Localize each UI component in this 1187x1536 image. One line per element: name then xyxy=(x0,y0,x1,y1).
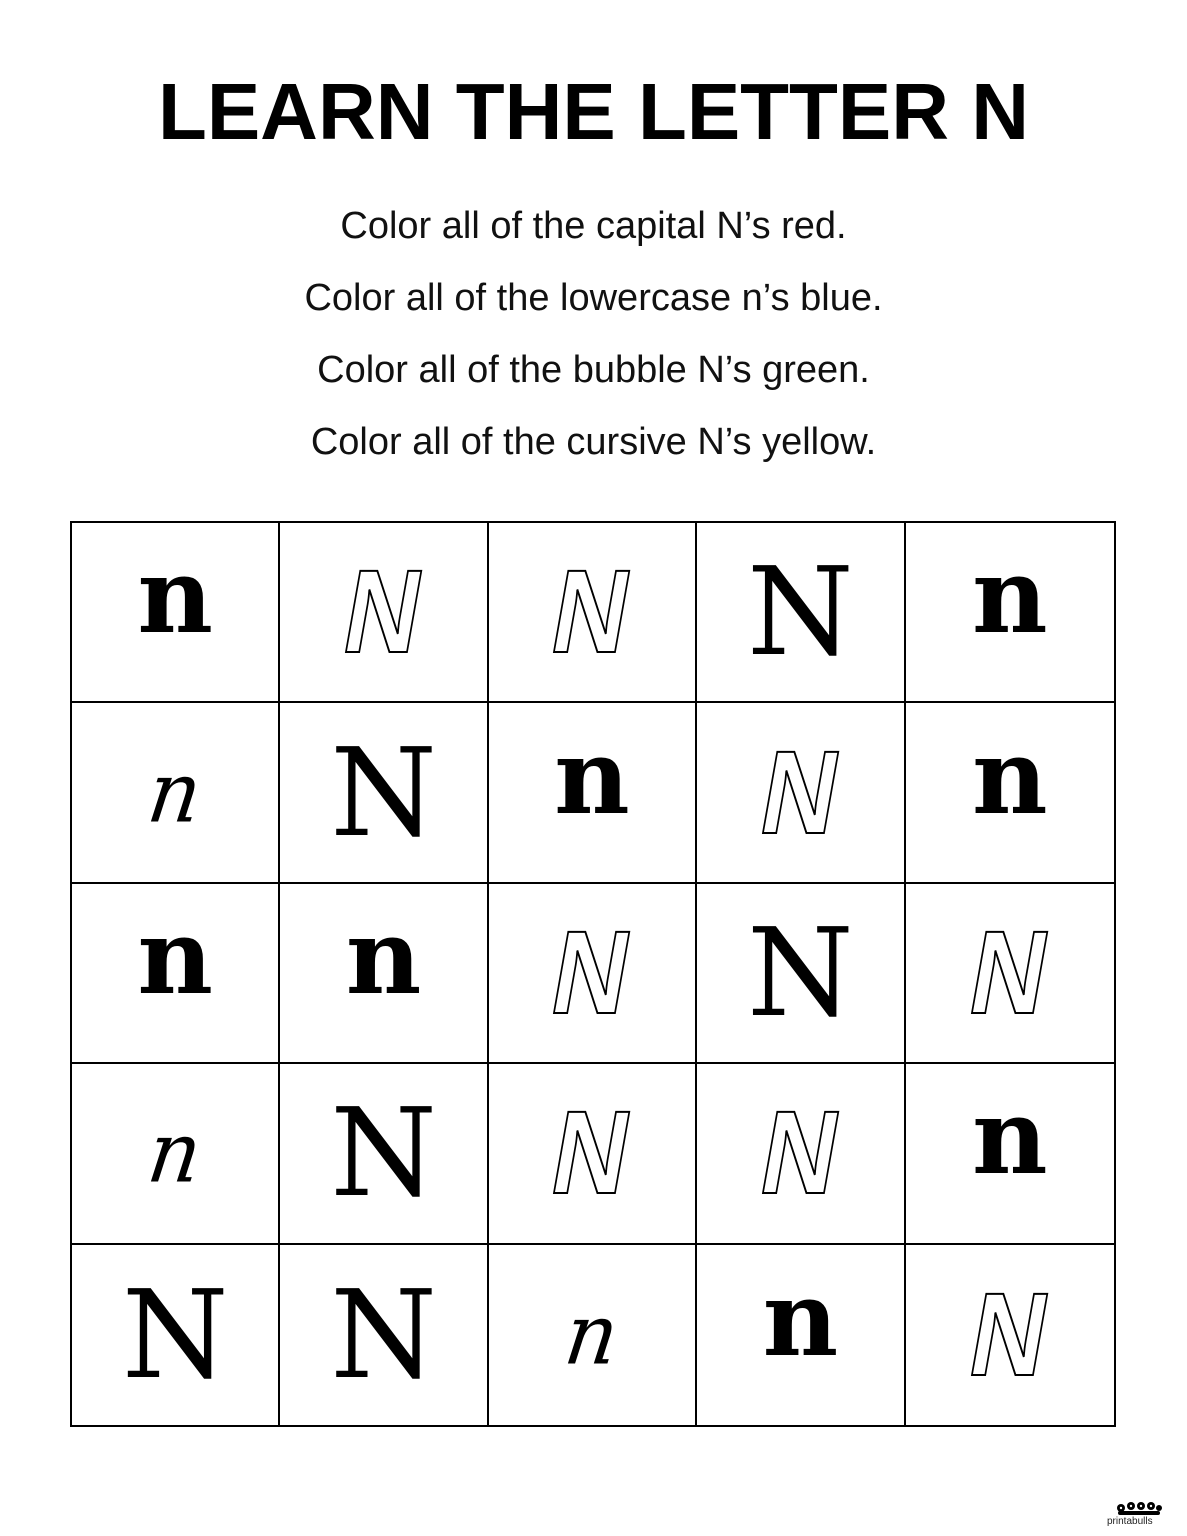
bubble-letter: N xyxy=(542,1087,642,1220)
lower-letter: n xyxy=(762,1256,839,1380)
grid-cell[interactable] xyxy=(906,523,1114,703)
lower-letter: n xyxy=(971,1075,1048,1199)
grid-cell[interactable] xyxy=(697,884,905,1064)
printabulls-logo-text: printabulls xyxy=(1107,1516,1153,1527)
upper-letter: N xyxy=(330,721,437,864)
instruction-bubble: Color all of the bubble N’s green. xyxy=(317,349,870,391)
grid-cell[interactable] xyxy=(280,884,488,1064)
letter-grid xyxy=(70,521,1116,1427)
bubble-letter: N xyxy=(960,1268,1059,1401)
bubble-letter: N xyxy=(334,546,433,679)
upper-letter: N xyxy=(330,1263,437,1406)
grid-cell[interactable] xyxy=(489,1245,697,1425)
instruction-lowercase: Color all of the lowercase n’s blue. xyxy=(304,277,883,319)
bubble-letter: N xyxy=(542,906,642,1039)
grid-cell[interactable] xyxy=(72,1245,280,1425)
grid-cell[interactable] xyxy=(72,884,280,1064)
lower-letter: n xyxy=(137,894,213,1018)
lower-letter: n xyxy=(345,894,422,1018)
grid-cell[interactable] xyxy=(72,1064,280,1244)
upper-letter: N xyxy=(747,541,854,684)
lower-letter: n xyxy=(971,714,1048,838)
bubble-letter: N xyxy=(751,726,850,859)
cursive-letter: n xyxy=(142,743,208,841)
upper-letter: N xyxy=(121,1263,229,1406)
grid-cell[interactable] xyxy=(906,884,1114,1064)
grid-cell[interactable] xyxy=(489,884,697,1064)
lower-letter: n xyxy=(554,714,630,838)
page-title: LEARN THE LETTER N xyxy=(157,67,1030,156)
grid-cell[interactable] xyxy=(697,523,905,703)
grid-cell[interactable] xyxy=(72,523,280,703)
grid-cell[interactable] xyxy=(280,1245,488,1425)
instruction-cursive: Color all of the cursive N’s yellow. xyxy=(310,421,877,463)
bubble-letter: N xyxy=(542,546,642,679)
cursive-letter: n xyxy=(559,1285,625,1384)
bubble-letter: N xyxy=(960,906,1059,1039)
grid-cell[interactable] xyxy=(906,1245,1114,1425)
upper-letter: N xyxy=(330,1082,437,1225)
grid-cell[interactable] xyxy=(906,1064,1114,1244)
lower-letter: n xyxy=(971,534,1048,658)
cursive-letter: n xyxy=(142,1104,208,1202)
lower-letter: n xyxy=(137,534,213,658)
grid-cell[interactable] xyxy=(72,703,280,883)
grid-cell[interactable] xyxy=(489,703,697,883)
grid-cell[interactable] xyxy=(489,523,697,703)
grid-cell[interactable] xyxy=(697,1064,905,1244)
grid-cell[interactable] xyxy=(280,1064,488,1244)
instruction-capital: Color all of the capital N’s red. xyxy=(340,205,847,247)
grid-cell[interactable] xyxy=(280,523,488,703)
grid-cell[interactable] xyxy=(280,703,488,883)
instructions xyxy=(0,190,1187,478)
grid-cell[interactable] xyxy=(697,703,905,883)
grid-cell[interactable] xyxy=(906,703,1114,883)
grid-cell[interactable] xyxy=(697,1245,905,1425)
upper-letter: N xyxy=(747,901,854,1044)
bubble-letter: N xyxy=(751,1087,850,1220)
grid-cell[interactable] xyxy=(489,1064,697,1244)
